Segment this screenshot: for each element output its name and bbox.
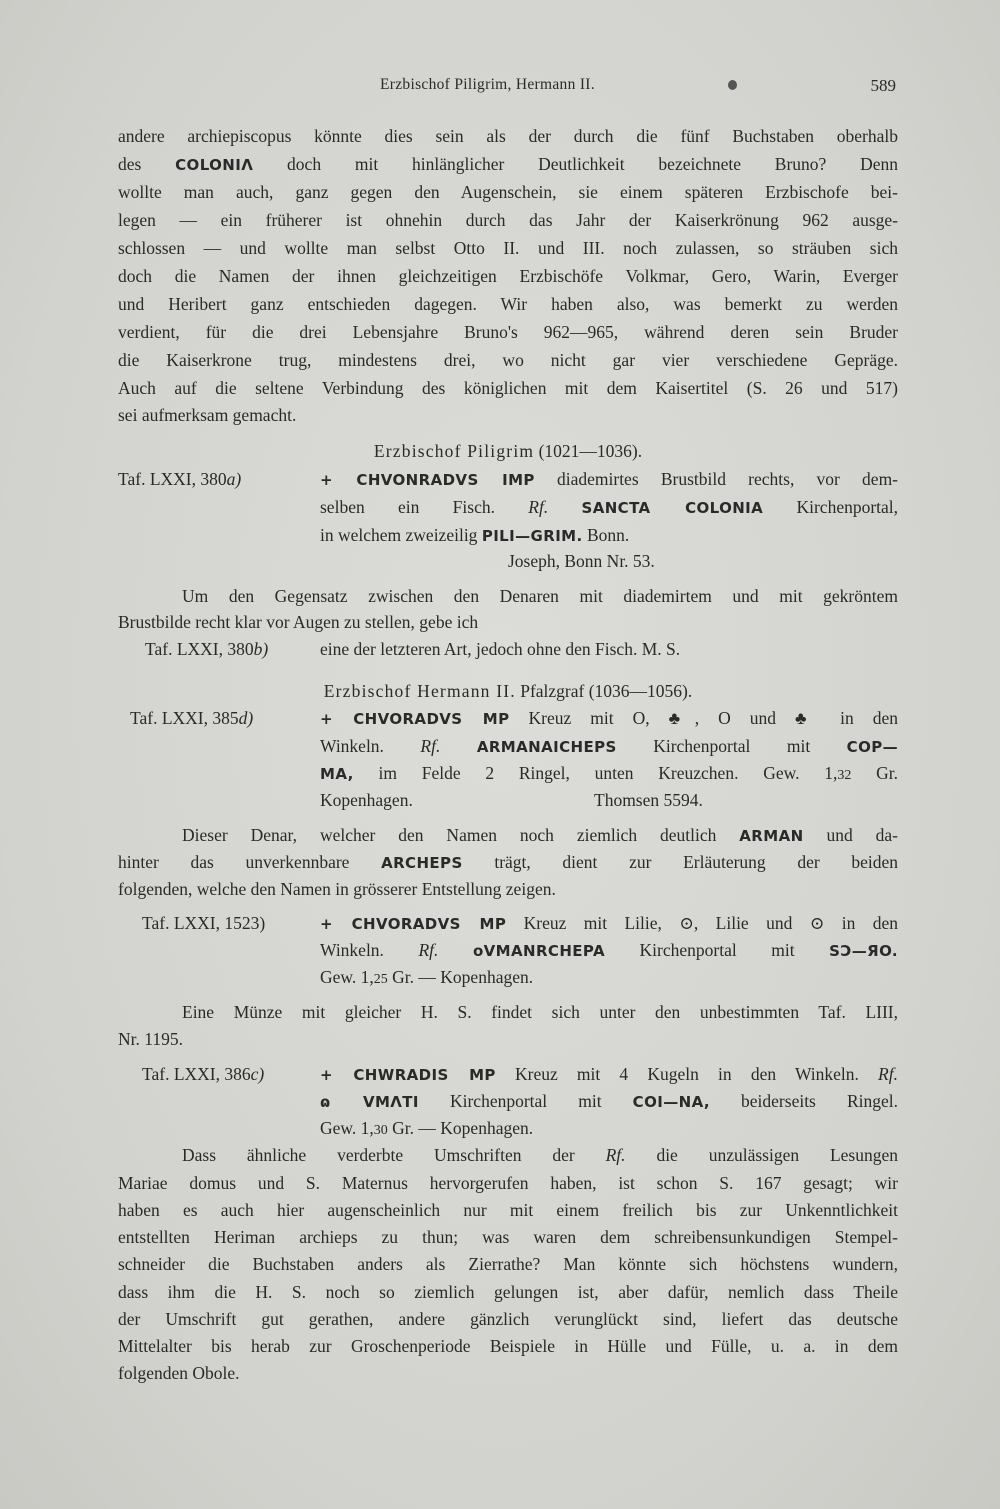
entry-line: MA, im Felde 2 Ringel, unten Kreuzchen. Gew. 1,32 Gr. bbox=[320, 763, 899, 783]
entry-line: Winkeln. Rf. ARMANAICHEPS Kirchenportal mit COP— bbox=[320, 736, 899, 756]
text-line: schneider die Buchstaben anders als Zierrathe? Man könnte sich höchstens wundern, bbox=[118, 1254, 898, 1274]
text-line: hinter das unverkennbare ARCHEPS trägt, dient zur Erläuterung der beiden bbox=[118, 852, 898, 872]
entry-line: in welchem zweizeilig PILI—GRIM. Bonn. bbox=[320, 525, 630, 545]
text-line: dass ihm die H. S. noch so ziemlich gelungen ist, aber dafür, nemlich dass Theile bbox=[118, 1282, 898, 1302]
entry-line: eine der letzteren Art, jedoch ohne den Fisch. M. S. bbox=[320, 639, 681, 659]
entry-label: Taf. LXXI, 385d) bbox=[130, 708, 254, 728]
section-heading-hermann: Erzbischof Hermann II. Pfalzgraf (1036—1056). bbox=[323, 681, 693, 701]
entry-label: Taf. LXXI, 380b) bbox=[145, 639, 269, 659]
text-line: des COLONIΛ doch mit hinlänglicher Deutlichkeit bezeichnete Bruno? Denn bbox=[118, 154, 899, 174]
text-line: und Heribert ganz entschieden dagegen. Wir haben also, was bemerkt zu werden bbox=[118, 294, 898, 314]
entry-reference: Thomsen 5594. bbox=[594, 790, 703, 810]
entry-line: + CHVORADVS MP Kreuz mit O, ♣, O und ♣ in den bbox=[320, 708, 899, 728]
text-line: Dass ähnliche verderbte Umschriften der Rf. die unzulässigen Lesungen bbox=[182, 1145, 899, 1165]
entry-label: Taf. LXXI, 1523) bbox=[142, 913, 266, 933]
text-line: doch die Namen der ihnen gleichzeitigen Erzbischöfe Volkmar, Gero, Warin, Everger bbox=[118, 266, 898, 286]
entry-line: + CHVONRADVS IMP diademirtes Brustbild rechts, vor dem- bbox=[320, 469, 899, 489]
text-line: schlossen — und wollte man selbst Otto II. und III. noch zulassen, so sträuben sich bbox=[118, 238, 898, 258]
entry-line: Gew. 1,30 Gr. — Kopenhagen. bbox=[320, 1118, 534, 1138]
entry-reference: Joseph, Bonn Nr. 53. bbox=[508, 551, 655, 571]
entry-line: ɷ VMΛTI Kirchenportal mit COI—NA, beiderseits Ringel. bbox=[320, 1091, 898, 1111]
entry-label: Taf. LXXI, 386c) bbox=[142, 1064, 265, 1084]
entry-line: selben ein Fisch. Rf. SANCTA COLONIA Kirchenportal, bbox=[320, 497, 899, 517]
entry-line: Gew. 1,25 Gr. — Kopenhagen. bbox=[320, 967, 534, 987]
text-line: verdient, für die drei Lebensjahre Bruno's 962—965, während deren sein Bruder bbox=[118, 322, 898, 342]
section-heading-piligrim: Erzbischof Piligrim (1021—1036). bbox=[373, 441, 643, 461]
entry-line: Winkeln. Rf. oVMANRCHEPA Kirchenportal mit SƆ—ЯO. bbox=[320, 940, 899, 960]
text-line: entstellten Heriman archieps zu thun; was waren dem schreibensunkundigen Stempel- bbox=[118, 1227, 898, 1247]
text-line: haben es auch hier augenscheinlich nur mit einem freilich bis zur Unkenntlichkeit bbox=[118, 1200, 898, 1220]
entry-line: Kopenhagen. bbox=[320, 790, 413, 810]
ink-spot bbox=[728, 80, 737, 90]
text-line: Um den Gegensatz zwischen den Denaren mit diademirtem und mit gekröntem bbox=[182, 586, 898, 606]
text-line: sei aufmerksam gemacht. bbox=[118, 405, 297, 425]
text-line: wollte man auch, ganz gegen den Augenschein, sie einem späteren Erzbischofe bei- bbox=[118, 182, 898, 202]
text-line: Eine Münze mit gleicher H. S. findet sich unter den unbestimmten Taf. LIII, bbox=[182, 1002, 898, 1022]
text-line: Mariae domus und S. Maternus hervorgerufen haben, ist schon S. 167 gesagt; wir bbox=[118, 1173, 898, 1193]
text-line: folgenden Obole. bbox=[118, 1363, 240, 1383]
text-line: Nr. 1195. bbox=[118, 1029, 183, 1049]
page-number: 589 bbox=[870, 76, 896, 95]
text-line: Brustbilde recht klar vor Augen zu stellen, gebe ich bbox=[118, 612, 479, 632]
text-line: Dieser Denar, welcher den Namen noch ziemlich deutlich ARMAN und da- bbox=[182, 825, 898, 845]
text-line: Auch auf die seltene Verbindung des königlichen mit dem Kaisertitel (S. 26 und 517) bbox=[118, 378, 898, 398]
text-line: die Kaiserkrone trug, mindestens drei, wo nicht gar vier verschiedene Gepräge. bbox=[118, 350, 898, 370]
text-line: andere archiepiscopus könnte dies sein als der durch die fünf Buchstaben oberhalb bbox=[118, 126, 898, 146]
text-line: folgenden, welche den Namen in grösserer Entstellung zeigen. bbox=[118, 879, 556, 899]
text-line: Mittelalter bis herab zur Groschenperiode Beispiele in Hülle und Fülle, u. a. in dem bbox=[118, 1336, 898, 1356]
text-line: legen — ein früherer ist ohnehin durch das Jahr der Kaiserkrönung 962 ausge- bbox=[118, 210, 898, 230]
text-line: der Umschrift gut gerathen, andere gänzlich verunglückt sind, liefert das deutsche bbox=[118, 1309, 898, 1329]
running-head bbox=[118, 76, 898, 100]
running-title: Erzbischof Piligrim, Hermann II. bbox=[380, 76, 595, 93]
entry-line: + CHWRADIS MP Kreuz mit 4 Kugeln in den Winkeln. Rf. bbox=[320, 1064, 898, 1084]
entry-line: + CHVORADVS MP Kreuz mit Lilie, ⊙, Lilie und ⊙ in den bbox=[320, 913, 898, 933]
entry-label: Taf. LXXI, 380a) bbox=[118, 469, 242, 489]
